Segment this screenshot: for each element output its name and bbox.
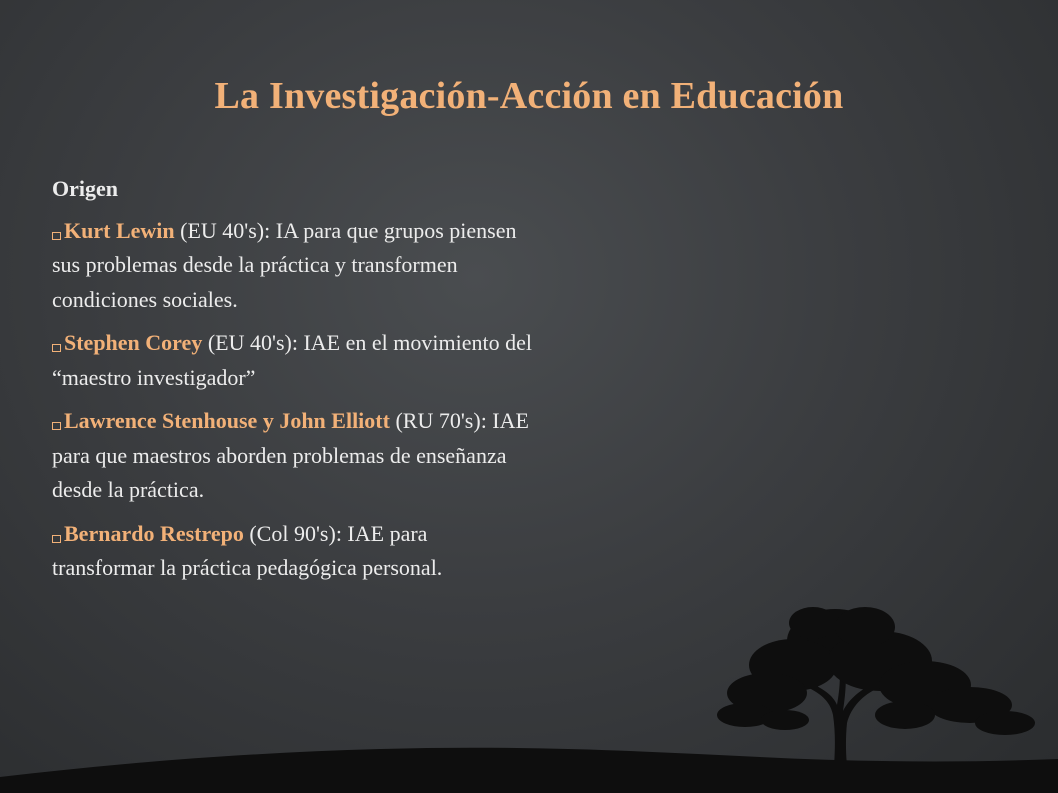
tree-silhouette-icon [715,605,1045,780]
bullet-icon [52,422,61,430]
item-name: Kurt Lewin [64,217,175,243]
list-item [52,326,532,395]
item-name: Lawrence Stenhouse y John Elliott [64,408,390,433]
list-item [52,214,532,318]
bullet-icon [52,535,61,543]
bullet-icon [52,344,61,352]
item-text: (RU 70's): IAE para que maestros aborden problemas de enseñanza desde la práctica. [52,408,529,502]
section-heading: Origen [52,176,118,201]
item-name: Bernardo Restrepo [64,520,244,546]
slide-content [52,172,532,595]
item-text: (EU 40's): IAE en el movimiento del “maestro investigador” [52,330,532,390]
list-item [52,404,532,508]
item-text: (EU 40's): IA para que grupos piensen sus problemas desde la práctica y transformen condiciones sociales. [52,217,517,312]
slide-title: La Investigación-Acción en Educación [214,75,844,117]
item-text: (Col 90's): IAE para transformar la práctica pedagógica personal. [52,520,443,580]
item-name: Stephen Corey [64,330,203,355]
list-item [52,517,532,586]
bullet-icon [52,232,61,240]
